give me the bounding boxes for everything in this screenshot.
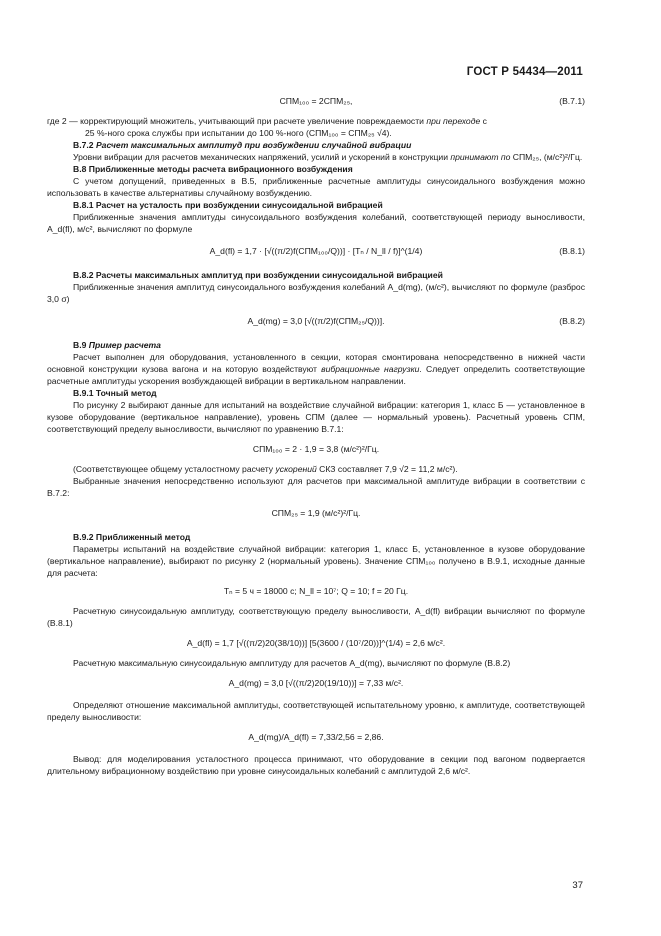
heading-b92: В.9.2 Приближенный метод (73, 532, 191, 542)
heading-b82: В.8.2 Расчеты максимальных амплитуд при возбуждении синусоидальной вибрацией (73, 270, 443, 280)
formula-b81-text: A_d(fl) = 1,7 · [√((π/2)f(СПМ₁₀₀/Q))] · [Tₙ / N_ll / f)]^(1/4) (209, 246, 423, 256)
formula-spm25: СПМ₂₅ = 1,9 (м/с²)²/Гц. (271, 508, 361, 518)
heading-b81: В.8.1 Расчет на усталость при возбуждении синусоидальной вибрацией (73, 200, 383, 210)
paragraph-ratio: Определяют отношение максимальной амплитуды, соответствующей испытательному уровню, к амплитуде, соответствующей пределу выносливости: (47, 700, 585, 722)
paragraph-selected-values: Выбранные значения непосредственно используют для расчетов при максимальной амплитуде вибрации в соответствии с В.7.2: (47, 476, 585, 498)
heading-b91: В.9.1 Точный метод (73, 388, 157, 398)
heading-b8: В.8 Приближенные методы расчета вибрационного возбуждения (73, 164, 353, 174)
paragraph-conclusion: Вывод: для моделирования усталостного процесса принимают, что оборудование в секции под вагоном подвергается длительному вибрационному воздействию при уровне синусоидальных колебаний с амплитудой 2,6 м/с². (47, 754, 585, 776)
heading-b9: В.9 Пример расчета (73, 340, 161, 350)
formula-b82-number: (В.8.2) (559, 316, 585, 326)
paragraph-vibration-levels: Уровни вибрации для расчетов механических напряжений, усилий и ускорений в конструкции принимают по СПМ₂₅, (м/с²)²/Гц. (73, 152, 583, 162)
formula-input-data: Tₙ = 5 ч = 18000 с; N_ll = 10⁷; Q = 10; f = 20 Гц. (223, 586, 409, 596)
formula-ratio: A_d(mg)/A_d(fl) = 7,33/2,56 = 2,86. (248, 732, 384, 742)
paragraph-b8: С учетом допущений, приведенных в В.5, приближенные расчетные амплитуды синусоидального возбуждения можно использовать в качестве альтернативы случайному возбуждению. (47, 176, 585, 198)
paragraph-b91: По рисунку 2 выбирают данные для испытаний на воздействие случайной вибрации: категория 1, класс Б — установленное в кузове оборудование (вертикальное направление), уровень СПМ (далее — нормальный уровень). Расчетный уровень СПМ, соответствующий пределу выносливости, вычисляют по уравнению В.7.1: (47, 400, 585, 434)
paragraph-b81: Приближенные значения амплитуды синусоидального возбуждения колебаний, соответствующей периоду выносливости, A_d(fl), м/с², вычисляют по формуле (47, 212, 585, 234)
heading-b72: В.7.2 Расчет максимальных амплитуд при возбуждении случайной вибрации (73, 140, 412, 150)
paragraph-b82: Приближенные значения амплитуд синусоидального возбуждения колебаний A_d(mg), (м/с²), вычисляют по формуле (разброс 3,0 σ) (47, 282, 585, 304)
formula-b71-text: СПМ₁₀₀ = 2СПМ₂₅, (279, 96, 353, 106)
paragraph-max-amplitude: Расчетную максимальную синусоидальную амплитуду для расчетов A_d(mg), вычисляют по формуле (В.8.2) (73, 658, 511, 668)
formula-b82 (47, 315, 585, 327)
paragraph-correction-factor: где 2 — корректирующий множитель, учитывающий при расчете увеличение повреждаемости при переходе с 25 %-ного срока службы при испытании до 100 %-ного (СПМ₁₀₀ = СПМ₂₅ √4). (47, 116, 487, 138)
document-header: ГОСТ Р 54434—2011 (466, 66, 583, 78)
paragraph-fatigue-amplitude: Расчетную синусоидальную амплитуду, соответствующую пределу выносливости, A_d(fl) вибрации вычисляют по формуле (В.8.1) (47, 606, 585, 628)
paragraph-rms: (Соответствующее общему усталостному расчету ускорений СКЗ составляет 7,9 √2 = 11,2 м/с²). (73, 464, 458, 474)
page-content (47, 95, 585, 777)
formula-b82-text: A_d(mg) = 3,0 [√((π/2)f(СПМ₂₅/Q))]. (247, 316, 385, 326)
formula-b81-number: (В.8.1) (559, 246, 585, 256)
formula-ad-fl: A_d(fl) = 1,7 [√((π/2)20(38/10))] [5(3600 / (10⁷/20))]^(1/4) = 2,6 м/с². (186, 638, 446, 648)
formula-b81 (47, 245, 585, 257)
formula-b71 (47, 95, 585, 107)
formula-b71-number: (В.7.1) (559, 96, 585, 106)
paragraph-b92: Параметры испытаний на воздействие случайной вибрации: категория 1, класс Б, установленное в кузове оборудование (вертикальное направление), выбирают по рисунку 2 (нормальный уровень). Значение СПМ₁₀₀ получено в В.9.1, исходные данные для расчета: (47, 544, 585, 578)
paragraph-b9: Расчет выполнен для оборудования, установленного в секции, которая смонтирована непосредственно в нижней части основной конструкции кузова вагона и на которую воздействуют вибрационные нагрузки. Следует определить соответствующие расчетные амплитуды ускорения возбуждающей вибрации в вертикальном направлении. (47, 352, 585, 386)
formula-ad-mg: A_d(mg) = 3,0 [√((π/2)20(19/10))] = 7,33 м/с². (228, 678, 404, 688)
formula-spm100: СПМ₁₀₀ = 2 · 1,9 = 3,8 (м/с²)²/Гц. (252, 444, 380, 454)
page-number: 37 (572, 880, 583, 891)
